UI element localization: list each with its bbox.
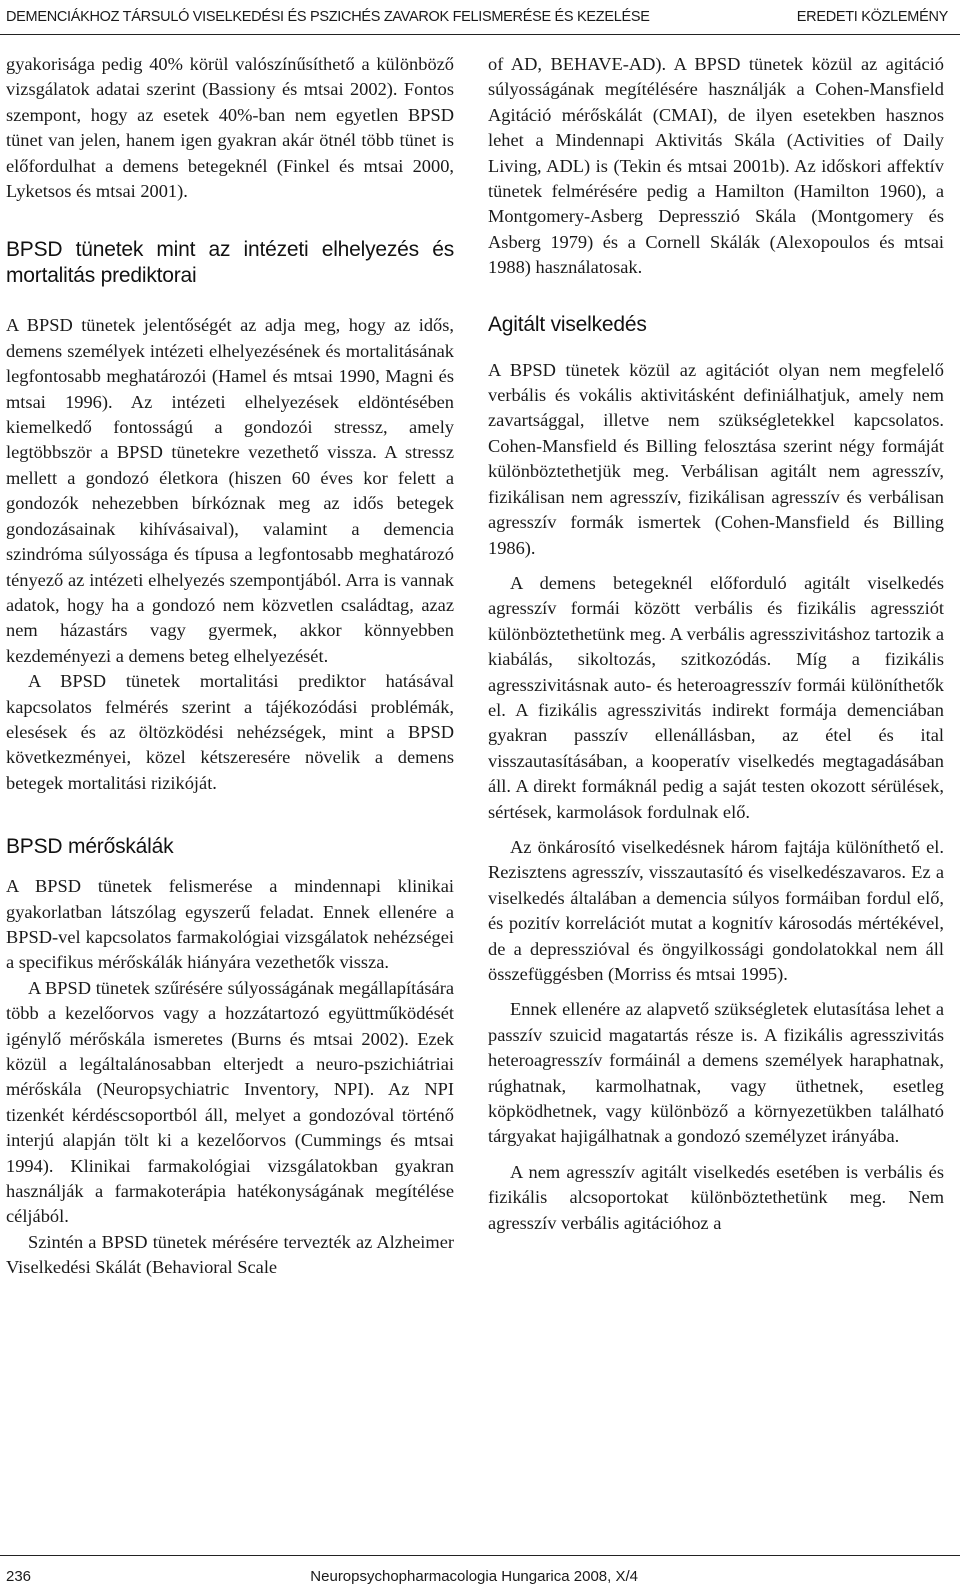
left-intro-paragraph: gyakorisága pedig 40% körül valószínűsíthető a különböző vizsgálatok adatai szerint (Bassiony és mtsai 2002). Fontos szempont, hogy az esetek 40%-ban nem egyetlen BPSD tünet van jelen, hanem igen gyakran akár ötnél több tünet is előfordulhat a demens betegeknél (Finkel és mtsai 2000, Lyketsos és mtsai 2001). xyxy=(6,54,454,202)
right-column xyxy=(488,52,944,1236)
section-heading-predictors: BPSD tünetek mint az intézeti elhelyezés és mortalitás prediktorai xyxy=(6,238,454,288)
header-article-type: EREDETI KÖZLEMÉNY xyxy=(796,9,948,25)
header-title: DEMENCIÁKHOZ TÁRSULÓ VISELKEDÉSI ÉS PSZICHÉS ZAVAROK FELISMERÉSE ÉS KEZELÉSE xyxy=(6,9,650,25)
section-heading-agitation: Agitált viselkedés xyxy=(488,312,647,336)
journal-citation: Neuropsychopharmacologia Hungarica 2008, X/4 xyxy=(310,1568,638,1585)
right-paragraph-5: A nem agresszív agitált viselkedés esetében is verbális és fizikális alcsoportokat különböztethetünk meg. Nem agresszív verbális agitációhoz a xyxy=(488,1161,944,1233)
right-paragraph-2: A demens betegeknél előforduló agitált viselkedés agresszív formái között verbális és fizikális agressziót különböztethetünk meg. A verbális agresszivitáshoz tartozik a kiabálás, sikoltozás, szitkozódás. Míg a fizikális agresszivitásnak auto- és heteroagresszív formái különíthetők el. A fizikális agresszivitás indirekt formája demenciában gyakran passzív ellenállásban, az étel és ital visszautasításában, a kooperatív viselkedés megtagadásában áll. A direkt formáknál pedig a saját testen okozott sérülések, sértések, karmolások fordulnak elő. xyxy=(488,572,944,822)
left-paragraph-4: A BPSD tünetek szűrésére súlyosságának megállapítására több a kezelőorvos vagy a hozzátartozó együttműködését igénylő mérőskála ismeretes (Burns és mtsai 2002). Ezek közül a legáltalánosabban elterjedt a neuro-pszichiátriai mérőskála (Neuropsychiatric Inventory, NPI). Az NPI tizenkét kérdéscsoportból áll, melyet a gondozóval történő interjú alapján tölt ki a kezelőorvos (Cummings és mtsai 1994). Klinikai farmakológiai vizsgálatokban gyakran használják a farmakoterápia hatékonyságának megítélése céljából. xyxy=(6,977,454,1227)
right-intro-paragraph: of AD, BEHAVE-AD). A BPSD tünetek közül az agitáció súlyosságának megítélésére használják a Cohen-Mansfield Agitáció mérőskálát (CMAI), de ilyen esetekben hasznos lehet a Mindennapi Aktivitás Skála (Activities of Daily Living, ADL) is (Tekin és mtsai 2001b). Az időskori affektív tünetek felmérésére pedig a Hamilton (Hamilton 1960), a Montgomery-Asberg Depresszió Skála (Montgomery és Asberg 1979) és a Cornell Skálák (Alexopoulos és mtsai 1988) használatosak. xyxy=(488,54,944,278)
left-paragraph-5: Szintén a BPSD tünetek mérésére tervezték az Alzheimer Viselkedési Skálát (Behavioral Scale xyxy=(6,1231,454,1278)
section-heading-scales: BPSD mérőskálák xyxy=(6,835,174,859)
running-footer xyxy=(0,1555,960,1590)
left-column xyxy=(6,52,454,1281)
left-paragraph-1: A BPSD tünetek jelentőségét az adja meg, hogy az idős, demens személyek intézeti elhelyezésének és mortalitásának legfontosabb meghatározói (Hamel és mtsai 1990, Magni és mtsai 1996). Az intézeti elhelyezések eldöntésében kiemelkedő fontosságú a gondozói stressz, amely legtöbbször a BPSD tünetekre vezethető vissza. A stressz mellett a gondozó életkora (hiszen 60 éves kor felett a gondozók nehezebben bírkóznak meg az idős betegek gondozásainak kihívásaival), valamint a demencia szindróma súlyossága és típusa a legfontosabb meghatározó tényező az intézeti elhelyezés szempontjából. Arra is vannak adatok, hogy ha a gondozó nem közvetlen családtag, azaz nem házastárs vagy gyermek, akkor könnyebben kezdeményezi a demens beteg elhelyezését. xyxy=(6,315,454,666)
right-paragraph-1: A BPSD tünetek közül az agitációt olyan nem megfelelő verbális és vokális aktivitásként definiálhatjuk, amely nem zavartsággal, illetve nem szükségletekkel kapcsolatos. Cohen-Mansfield és Billing felosztása szerint négy formáját különböztethetjük meg. Verbálisan agitált nem agresszív, fizikálisan nem agresszív, fizikálisan agresszív és verbálisan agresszív formák ismertek (Cohen-Mansfield és Billing 1986). xyxy=(488,359,944,558)
left-paragraph-2: A BPSD tünetek mortalitási prediktor hatásával kapcsolatos felmérés szerint a tájékozódási problémák, elesések és az öltözködési nehézségek, mint a BPSD következményei, közel kétszeresére növelik a demens betegek mortalitási rizikóját. xyxy=(6,671,454,793)
page-number: 236 xyxy=(6,1568,32,1585)
right-paragraph-4: Ennek ellenére az alapvető szükségletek elutasítása lehet a passzív szuicid magatartás része is. A fizikális agresszivitás heteroagresszív formáinál a demens személyek haraphatnak, rúghatnak, karmolhatnak, vagy üthetnek, esetleg köpködhetnek, vagy különböző a környezetükben található tárgyakat hajigálhatnak a gondozó személyzet irányába. xyxy=(488,999,944,1147)
left-paragraph-3: A BPSD tünetek felismerése a mindennapi klinikai gyakorlatban látszólag egyszerű feladat. Ennek ellenére a BPSD-vel kapcsolatos farmakológiai vizsgálatok nehézségei a specifikus mérőskálák hiányára vezethetők vissza. xyxy=(6,876,454,973)
right-paragraph-3: Az önkárosító viselkedésnek három fajtája különíthető el. Rezisztens agresszív, visszautasító és viselkedészavaros. Ez a viselkedés általában a demencia súlyos formáiban fordul elő, és pozitív korrelációt mutat a kognitív károsodás mértékével, de a depresszióval és öngyilkossági gondolatokkal nem áll összefüggésben (Morriss és mtsai 1995). xyxy=(488,836,944,984)
running-header xyxy=(0,0,960,35)
